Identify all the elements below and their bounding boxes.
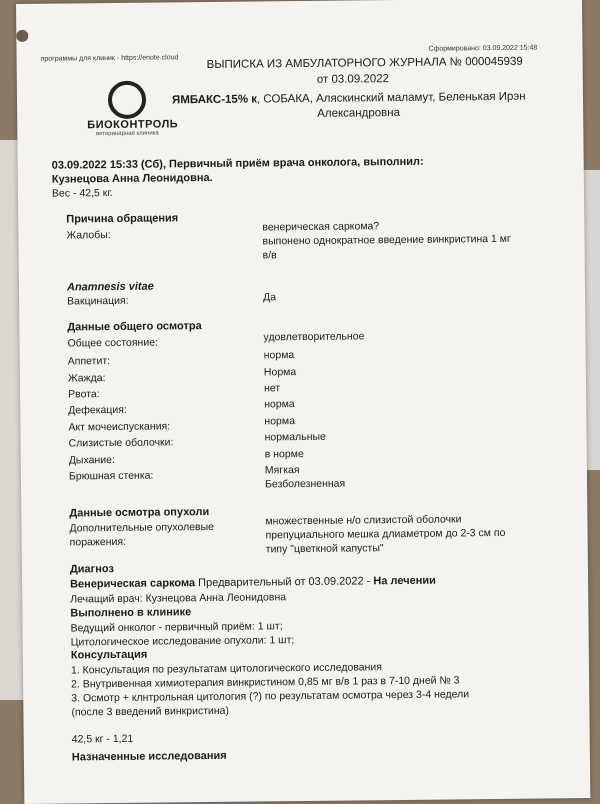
consult-item: 1. Консультация по результатам цитологического исследования (70, 661, 383, 677)
tumor-value-1: множественные н/о слизистой оболочки (265, 513, 462, 528)
exam-row-value: норма (263, 349, 295, 362)
exam-row-label: Рвота: (68, 388, 100, 401)
vaccination-value: Да (263, 291, 277, 304)
complaints-value-2: выпонено однократное введение винкристина 1 мг (262, 232, 511, 248)
complaints-label: Жалобы: (66, 229, 111, 242)
exam-heading: Данные общего осмотра (67, 320, 202, 334)
exam-row-label: Общее состояние: (67, 336, 159, 350)
complaints-value-1: венерическая саркома? (262, 220, 380, 234)
document-date: от 03.09.2022 (316, 73, 390, 86)
programs-url: программы для клиник - https://enote.cloud (40, 54, 179, 63)
exam-row-label: Брюшная стенка: (68, 469, 154, 483)
punch-hole (16, 30, 28, 42)
clinic-logo-icon (108, 81, 146, 119)
exam-row-value: удовлетворительное (263, 330, 365, 344)
exam-row-label: Дыхание: (68, 453, 115, 467)
tumor-value-2: препуциального мешка длиаметром до 2-3 см по (265, 526, 506, 542)
exam-row-label: Акт мочеиспускания: (68, 420, 171, 434)
diagnosis-state: На лечении (373, 574, 436, 588)
tumor-heading: Данные осмотра опухоли (69, 506, 210, 520)
dose-calc: 42,5 кг - 1,21 (71, 732, 134, 746)
abdomen-value-2: Безболезненная (264, 477, 346, 491)
studies-heading: Назначенные исследования (71, 749, 227, 764)
generated-timestamp: Сформировано: 03.09.2022 15:48 (428, 44, 538, 53)
tumor-label-2: поражения: (69, 535, 127, 549)
consult-item: 2. Внутривенная химиотерапия винкристином 0,85 мг в/в 1 раз в 7-10 дней № 3 (71, 674, 460, 691)
exam-row-value: норма (264, 415, 295, 428)
clinic-logo-subtitle: ветеринарная клиника (95, 130, 159, 138)
consult-heading: Консультация (70, 648, 148, 662)
done-item: Цитологическое исследование опухоли: 1 шт; (70, 634, 295, 649)
anamnesis-heading: Anamnesis vitae (66, 280, 154, 294)
consult-item-cont: (после 3 введений винкристина) (71, 704, 230, 719)
exam-row-value: норма (264, 398, 295, 411)
complaints-value-3: в/в (262, 249, 277, 262)
exam-row-label: Дефекация: (68, 403, 127, 417)
exam-row-value: нет (263, 382, 281, 395)
document-page (16, 0, 590, 804)
reason-heading: Причина обращения (66, 212, 179, 226)
consult-item: 3. Осмотр + клнтрольная цитология (?) по результатам осмотра через 3-4 недели (71, 688, 470, 705)
treating-doctor: Лечащий врач: Кузнецова Анна Леонидовна (70, 591, 287, 606)
diagnosis-name: Венерическая саркома (70, 577, 196, 591)
exam-row-value: Мягкая (264, 464, 300, 477)
owner-name-cont: Александровна (317, 106, 401, 120)
diagnosis-status: Предварительный от 03.09.2022 - (195, 575, 374, 590)
exam-row-value: в норме (264, 448, 304, 461)
exam-row-label: Жажда: (67, 372, 106, 385)
diagnosis-line (70, 575, 436, 592)
exam-row-label: Слизистые оболочки: (68, 436, 174, 450)
vaccination-label: Вакцинация: (67, 294, 129, 308)
tumor-value-3: типу "цветкной капусты" (265, 542, 384, 556)
diagnosis-heading: Диагноз (69, 563, 114, 576)
clinic-logo (87, 80, 179, 138)
visit-line1: 03.09.2022 15:33 (Сб), Первичный приём врача онколога, выполнил: (51, 155, 424, 172)
tumor-label-1: Дополнительные опухолевые (69, 520, 215, 535)
clinic-logo-name: БИОКОНТРОЛЬ (87, 118, 179, 132)
done-heading: Выполнено в клинике (70, 606, 192, 620)
exam-row-label: Аппетит: (67, 355, 111, 368)
done-item: Ведущий онколог - первичный приём: 1 шт; (70, 620, 283, 635)
patient-details: , СОБАКА, Аляскинский маламут, Беленькая Ирэн (256, 90, 526, 106)
exam-row-value: нормальные (264, 430, 326, 444)
document-title: ВЫПИСКА ИЗ АМБУЛАТОРНОГО ЖУРНАЛА № 000045939 (206, 55, 523, 72)
exam-row-value: Норма (263, 366, 297, 379)
patient-name: ЯМБАКС-15% к (171, 93, 258, 107)
visit-doctor: Кузнецова Анна Леонидовна. (51, 171, 213, 186)
visit-weight: Вес - 42,5 кг. (51, 186, 113, 200)
